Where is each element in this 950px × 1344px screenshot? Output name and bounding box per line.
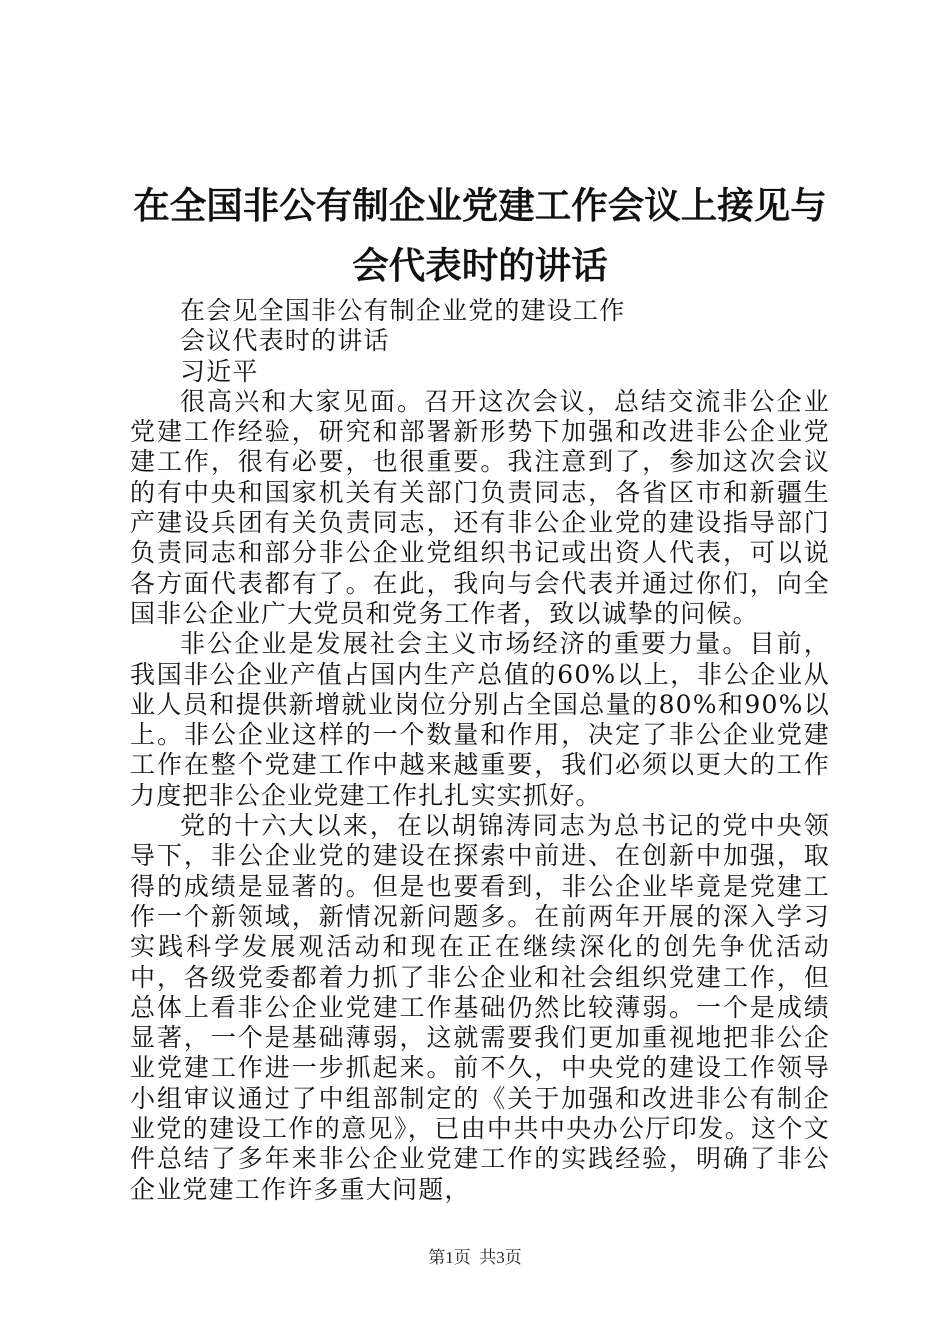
paragraph: 党的十六大以来，在以胡锦涛同志为总书记的党中央领导下，非公企业党的建设在探索中前进、在创新中加强，取得的成绩是显著的。但是也要看到，非公企业毕竟是党建工作一个新领域，新情况新问题多。在前两年开展的深入学习实践科学发展观活动和现在正在继续深化的创先争优活动中，各级党委都着力抓了非公企业和社会组织党建工作，但总体上看非公企业党建工作基础仍然比较薄弱。一个是成绩显著，一个是基础薄弱，这就需要我们更加重视地把非公企业党建工作进一步抓起来。前不久，中央党的建设工作领导小组审议通过了中组部制定的《关于加强和改进非公有制企业党的建设工作的意见》，已由中共中央办公厅印发。这个文件总结了多年来非公企业党建工作的实践经验，明确了非公企业党建工作许多重大问题，: [130, 811, 830, 1204]
header-line: 在会见全国非公有制企业党的建设工作: [180, 296, 626, 325]
page-total: 共3页: [479, 1248, 522, 1267]
page-footer: [0, 1243, 950, 1268]
page-number: 第1页: [428, 1248, 471, 1267]
header-line: 会议代表时的讲话: [180, 326, 390, 356]
document-title: 在全国非公有制企业党建工作会议上接见与会代表时的讲话: [133, 184, 827, 287]
paragraph: 非公企业是发展社会主义市场经济的重要力量。目前，我国非公企业产值占国内生产总值的60%以上，非公企业从业人员和提供新增就业岗位分别占全国总量的80%和90%以上。非公企业这样的一个数量和作用，决定了非公企业党建工作在整个党建工作中越来越重要，我们必须以更大的工作力度把非公企业党建工作扎扎实实抓好。: [130, 629, 830, 810]
document-body: [130, 296, 830, 1205]
author-name: 习近平: [180, 356, 259, 386]
paragraph: 很高兴和大家见面。召开这次会议，总结交流非公企业党建工作经验，研究和部署新形势下加强和改进非公企业党建工作，很有必要，也很重要。我注意到了，参加这次会议的有中央和国家机关有关部门负责同志，各省区市和新疆生产建设兵团有关负责同志，还有非公企业党的建设指导部门负责同志和部分非公企业党组织书记或出资人代表，可以说各方面代表都有了。在此，我向与会代表并通过你们，向全国非公企业广大党员和党务工作者，致以诚挚的问候。: [130, 386, 830, 628]
